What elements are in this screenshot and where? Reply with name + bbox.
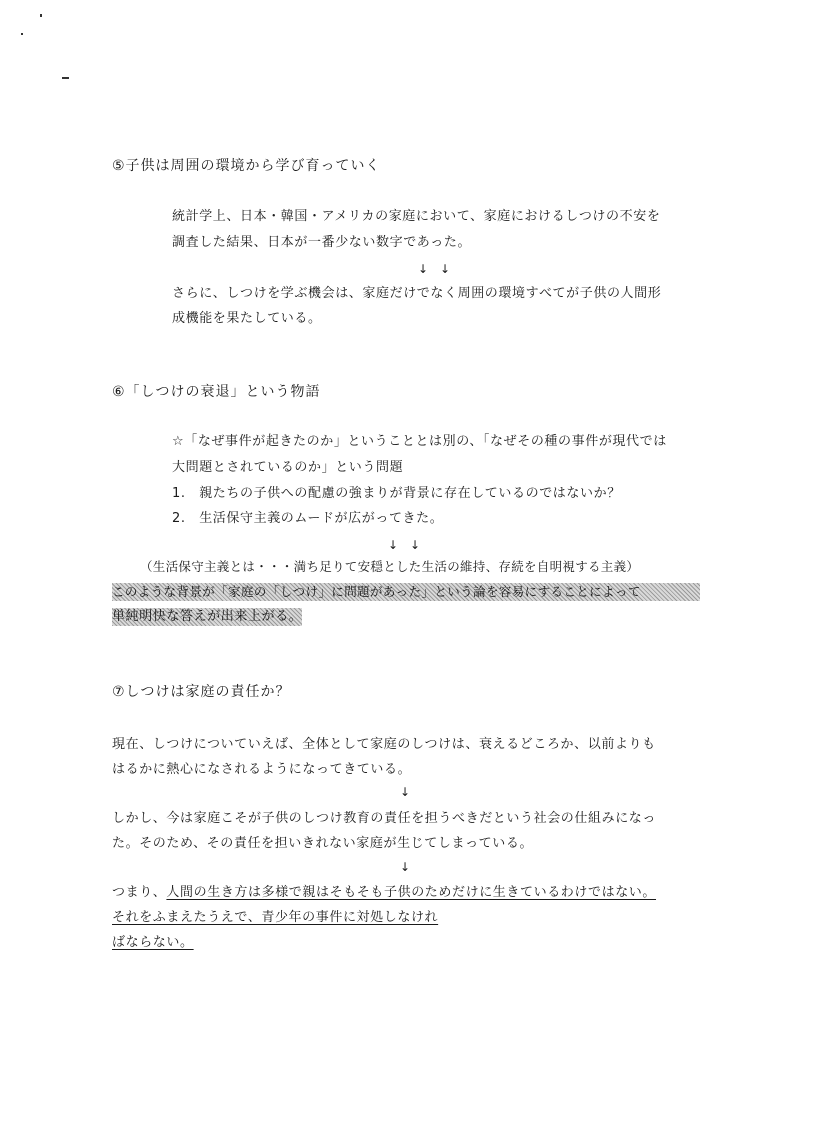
section5-arrows: ↓ ↓: [418, 262, 451, 276]
section7-arrow2: ↓: [400, 860, 411, 874]
section5-paragraph2-line2: 成機能を果たしている。: [172, 311, 322, 326]
section7-underlined-line2: それをふまえたうえで、青少年の事件に対処しなけれ: [112, 910, 439, 925]
section6-star-line1: ☆「なぜ事件が起きたのか」ということとは別の、「なぜその種の事件が現代では: [172, 434, 667, 449]
section5-paragraph1-line2: 調査した結果、日本が一番少ない数字であった。: [172, 235, 472, 250]
section7-paragraph1-line2: はるかに熱心になされるようになってきている。: [112, 762, 412, 777]
section7-underlined-line1: 人間の生き方は多様で親はそもそも子供のためだけに生きているわけではない。: [166, 885, 657, 900]
section6-star-line2: 大問題とされているのか」という問題: [172, 460, 404, 475]
section7-paragraph2-line1: しかし、今は家庭こそが子供のしつけ教育の責任を担うべきだという社会の仕組みになっ: [112, 811, 657, 826]
section6-arrows: ↓ ↓: [388, 538, 421, 552]
section6-list-item-1: 1. 親たちの子供への配慮の強まりが背景に存在しているのではないか？: [172, 486, 621, 501]
section7-arrow1: ↓: [400, 785, 411, 799]
section6-list-item-2: 2. 生活保守主義のムードが広がってきた。: [172, 511, 444, 526]
section6-shaded-line2: 単純明快な答えが出来上がる。: [112, 609, 303, 624]
section7-paragraph2-line2: た。そのため、その責任を担いきれない家庭が生じてしまっている。: [112, 836, 534, 851]
section7-paragraph3-prefix: つまり、: [112, 885, 167, 900]
scan-speck: [21, 33, 23, 35]
section6-heading: ⑥「しつけの衰退」という物語: [112, 384, 321, 400]
section7-underlined-line3: ばならない。: [112, 935, 194, 950]
section7-paragraph1-line1: 現在、しつけについていえば、全体として家庭のしつけは、衰えるどころか、以前よりも: [112, 737, 656, 752]
section5-paragraph1-line1: 統計学上、日本・韓国・アメリカの家庭において、家庭におけるしつけの不安を: [172, 209, 661, 224]
scan-speck: [62, 77, 69, 79]
section6-shaded-line1: このような背景が「家庭の「しつけ」に問題があった」という論を容易にすることによって: [112, 583, 700, 601]
section5-paragraph2-line1: さらに、しつけを学ぶ機会は、家庭だけでなく周囲の環境すべてが子供の人間形: [172, 286, 662, 301]
section7-paragraph3-line1: [112, 884, 656, 902]
section5-heading: ⑤子供は周囲の環境から学び育っていく: [112, 158, 381, 174]
scan-speck: [40, 14, 42, 17]
section7-heading: ⑦しつけは家庭の責任か？: [112, 684, 291, 700]
section6-definition: （生活保守主義とは・・・満ち足りて安穏とした生活の維持、存続を自明視する主義）: [140, 559, 640, 574]
